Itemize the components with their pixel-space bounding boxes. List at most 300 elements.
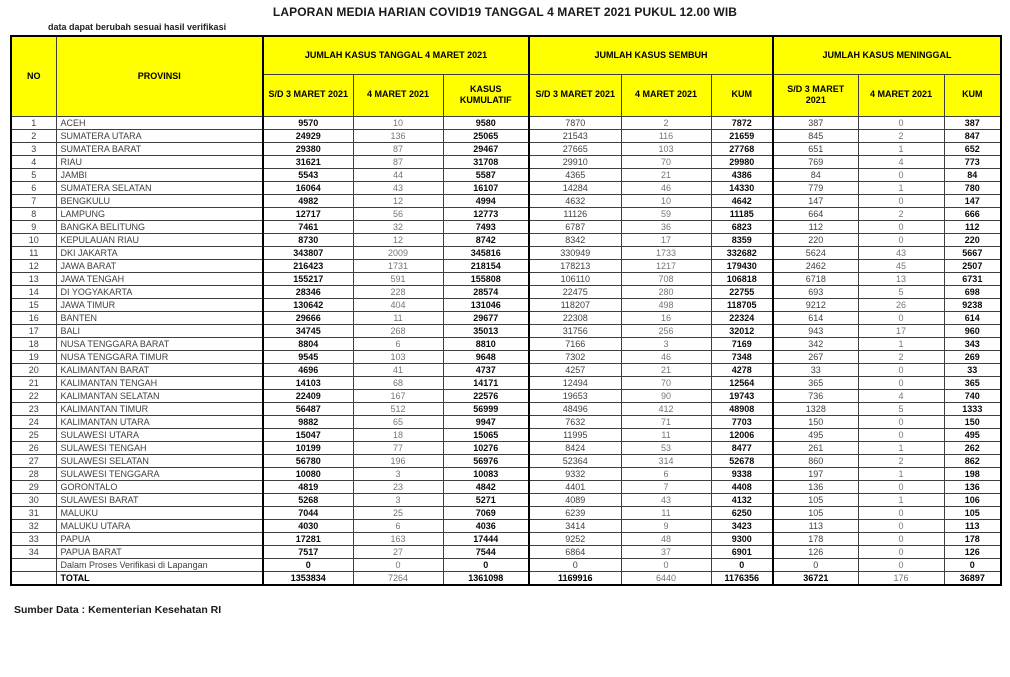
value-cell: 12494 [529,376,621,389]
province-name-cell: GORONTALO [56,480,263,493]
value-cell: 43 [858,246,944,259]
value-cell: 0 [858,558,944,571]
value-cell: 9338 [711,467,773,480]
value-cell: 0 [858,376,944,389]
value-cell: 150 [773,415,858,428]
value-cell: 113 [944,519,1001,532]
table-row [11,506,1001,519]
province-name-cell: ACEH [56,116,263,129]
value-cell: 0 [858,363,944,376]
value-cell: 46 [621,350,711,363]
row-number-cell: 21 [11,376,56,389]
value-cell: 6731 [944,272,1001,285]
value-cell: 7703 [711,415,773,428]
value-cell: 228 [353,285,443,298]
value-cell: 56 [353,207,443,220]
value-cell: 36 [621,220,711,233]
value-cell: 14171 [443,376,529,389]
row-number-cell: 34 [11,545,56,558]
province-name-cell: NUSA TENGGARA BARAT [56,337,263,350]
value-cell: 21 [621,363,711,376]
verification-note: data dapat berubah sesuai hasil verifikasi [48,22,227,32]
value-cell: 12773 [443,207,529,220]
value-cell: 147 [944,194,1001,207]
province-name-cell: SUMATERA BARAT [56,142,263,155]
value-cell: 6787 [529,220,621,233]
value-cell: 1 [858,493,944,506]
value-cell: 6823 [711,220,773,233]
value-cell: 130642 [263,298,353,311]
row-number-cell: 31 [11,506,56,519]
value-cell: 29380 [263,142,353,155]
table-row [11,259,1001,272]
value-cell: 2 [858,350,944,363]
value-cell: 136 [353,129,443,142]
value-cell: 7517 [263,545,353,558]
value-cell: 22308 [529,311,621,324]
value-cell: 5667 [944,246,1001,259]
value-cell: 103 [621,142,711,155]
table-row [11,558,1001,571]
value-cell: 10 [353,116,443,129]
province-name-cell: KALIMANTAN SELATAN [56,389,263,402]
value-cell: 1176356 [711,571,773,585]
row-number-cell: 14 [11,285,56,298]
value-cell: 736 [773,389,858,402]
value-cell: 70 [621,376,711,389]
value-cell: 9212 [773,298,858,311]
table-row [11,272,1001,285]
table-row [11,155,1001,168]
value-cell: 0 [711,558,773,571]
column-header-no: NO [11,36,56,116]
value-cell: 106818 [711,272,773,285]
column-header-provinsi: PROVINSI [56,36,263,116]
row-number-cell: 4 [11,155,56,168]
value-cell: 495 [773,428,858,441]
value-cell: 1733 [621,246,711,259]
value-cell: 5 [858,402,944,415]
value-cell: 708 [621,272,711,285]
province-name-cell: KALIMANTAN UTARA [56,415,263,428]
value-cell: 342 [773,337,858,350]
value-cell: 773 [944,155,1001,168]
value-cell: 330949 [529,246,621,259]
value-cell: 106 [944,493,1001,506]
province-name-cell: SUMATERA SELATAN [56,181,263,194]
value-cell: 345816 [443,246,529,259]
table-row [11,168,1001,181]
value-cell: 4278 [711,363,773,376]
value-cell: 48496 [529,402,621,415]
table-row [11,116,1001,129]
row-number-cell: 18 [11,337,56,350]
value-cell: 267 [773,350,858,363]
subheader-sembuh-harian: 4 MARET 2021 [621,74,711,116]
row-number-cell: 15 [11,298,56,311]
row-number-cell: 28 [11,467,56,480]
value-cell: 7870 [529,116,621,129]
row-number-cell: 17 [11,324,56,337]
province-name-cell: BALI [56,324,263,337]
value-cell: 0 [858,168,944,181]
value-cell: 498 [621,298,711,311]
value-cell: 4401 [529,480,621,493]
value-cell: 9 [621,519,711,532]
table-row [11,376,1001,389]
value-cell: 2 [858,207,944,220]
subheader-meninggal-kum: KUM [944,74,1001,116]
table-row [11,532,1001,545]
table-row [11,350,1001,363]
row-number-cell: 20 [11,363,56,376]
value-cell: 118705 [711,298,773,311]
province-name-cell: MALUKU UTARA [56,519,263,532]
value-cell: 56780 [263,454,353,467]
subheader-meninggal-harian: 4 MARET 2021 [858,74,944,116]
value-cell: 1 [858,441,944,454]
value-cell: 780 [944,181,1001,194]
value-cell: 269 [944,350,1001,363]
row-number-cell: 12 [11,259,56,272]
row-number-cell: 7 [11,194,56,207]
value-cell: 12564 [711,376,773,389]
value-cell: 116 [621,129,711,142]
row-number-cell: 32 [11,519,56,532]
value-cell: 4842 [443,480,529,493]
value-cell: 5271 [443,493,529,506]
row-number-cell: 8 [11,207,56,220]
province-name-cell: JAWA TENGAH [56,272,263,285]
table-row [11,194,1001,207]
value-cell: 167 [353,389,443,402]
value-cell: 220 [773,233,858,246]
value-cell: 10199 [263,441,353,454]
value-cell: 103 [353,350,443,363]
value-cell: 1217 [621,259,711,272]
value-cell: 1333 [944,402,1001,415]
value-cell: 10083 [443,467,529,480]
value-cell: 196 [353,454,443,467]
value-cell: 33 [944,363,1001,376]
value-cell: 24929 [263,129,353,142]
value-cell: 155217 [263,272,353,285]
value-cell: 280 [621,285,711,298]
value-cell: 9648 [443,350,529,363]
value-cell: 0 [858,506,944,519]
value-cell: 1731 [353,259,443,272]
value-cell: 862 [944,454,1001,467]
value-cell: 13 [858,272,944,285]
value-cell: 6 [353,519,443,532]
value-cell: 6250 [711,506,773,519]
value-cell: 29980 [711,155,773,168]
value-cell: 9545 [263,350,353,363]
value-cell: 126 [944,545,1001,558]
province-name-cell: BENGKULU [56,194,263,207]
column-group-meninggal: JUMLAH KASUS MENINGGAL [773,36,1001,74]
table-row [11,519,1001,532]
table-row [11,324,1001,337]
province-name-cell: JAMBI [56,168,263,181]
value-cell: 84 [944,168,1001,181]
table-row [11,337,1001,350]
value-cell: 52678 [711,454,773,467]
row-number-cell: 27 [11,454,56,467]
value-cell: 4257 [529,363,621,376]
value-cell: 12717 [263,207,353,220]
value-cell: 591 [353,272,443,285]
value-cell: 4386 [711,168,773,181]
value-cell: 4 [858,389,944,402]
value-cell: 17281 [263,532,353,545]
table-row [11,415,1001,428]
value-cell: 845 [773,129,858,142]
value-cell: 36721 [773,571,858,585]
value-cell: 0 [529,558,621,571]
province-name-cell: SUMATERA UTARA [56,129,263,142]
value-cell: 29677 [443,311,529,324]
value-cell: 1 [858,467,944,480]
value-cell: 10276 [443,441,529,454]
value-cell: 0 [858,545,944,558]
value-cell: 198 [944,467,1001,480]
value-cell: 11 [621,428,711,441]
value-cell: 8804 [263,337,353,350]
value-cell: 77 [353,441,443,454]
value-cell: 365 [773,376,858,389]
value-cell: 314 [621,454,711,467]
province-name-cell: SULAWESI SELATAN [56,454,263,467]
value-cell: 5587 [443,168,529,181]
value-cell: 262 [944,441,1001,454]
value-cell: 14284 [529,181,621,194]
value-cell: 105 [773,506,858,519]
value-cell: 10080 [263,467,353,480]
value-cell: 860 [773,454,858,467]
value-cell: 48 [621,532,711,545]
row-number-cell: 33 [11,532,56,545]
value-cell: 11 [621,506,711,519]
value-cell: 9570 [263,116,353,129]
value-cell: 512 [353,402,443,415]
subheader-kasus-kumulatif: KASUS KUMULATIF [443,74,529,116]
value-cell: 59 [621,207,711,220]
value-cell: 15047 [263,428,353,441]
value-cell: 614 [773,311,858,324]
value-cell: 21543 [529,129,621,142]
value-cell: 9882 [263,415,353,428]
value-cell: 27768 [711,142,773,155]
province-name-cell: DI YOGYAKARTA [56,285,263,298]
value-cell: 34745 [263,324,353,337]
value-cell: 147 [773,194,858,207]
value-cell: 1169916 [529,571,621,585]
value-cell: 343807 [263,246,353,259]
value-cell: 4982 [263,194,353,207]
province-name-cell: TOTAL [56,571,263,585]
value-cell: 495 [944,428,1001,441]
value-cell: 23 [353,480,443,493]
value-cell: 664 [773,207,858,220]
value-cell: 7044 [263,506,353,519]
province-name-cell: SULAWESI BARAT [56,493,263,506]
value-cell: 216423 [263,259,353,272]
province-name-cell: PAPUA [56,532,263,545]
row-number-cell: 23 [11,402,56,415]
value-cell: 0 [353,558,443,571]
province-name-cell: LAMPUNG [56,207,263,220]
value-cell: 56487 [263,402,353,415]
value-cell: 6239 [529,506,621,519]
covid-report-table [10,35,1002,586]
table-row [11,363,1001,376]
value-cell: 6 [353,337,443,350]
value-cell: 52364 [529,454,621,467]
value-cell: 4642 [711,194,773,207]
value-cell: 8477 [711,441,773,454]
table-row [11,298,1001,311]
value-cell: 2 [858,454,944,467]
value-cell: 365 [944,376,1001,389]
value-cell: 2 [858,129,944,142]
value-cell: 652 [944,142,1001,155]
value-cell: 0 [858,480,944,493]
value-cell: 11185 [711,207,773,220]
value-cell: 343 [944,337,1001,350]
value-cell: 112 [944,220,1001,233]
value-cell: 112 [773,220,858,233]
value-cell: 1 [858,142,944,155]
value-cell: 4036 [443,519,529,532]
province-name-cell: SULAWESI TENGAH [56,441,263,454]
table-row [11,129,1001,142]
value-cell: 769 [773,155,858,168]
row-number-cell: 3 [11,142,56,155]
value-cell: 960 [944,324,1001,337]
row-number-cell: 2 [11,129,56,142]
value-cell: 5 [858,285,944,298]
value-cell: 46 [621,181,711,194]
row-number-cell: 25 [11,428,56,441]
table-row [11,246,1001,259]
value-cell: 31708 [443,155,529,168]
value-cell: 0 [263,558,353,571]
value-cell: 11 [353,311,443,324]
value-cell: 178 [773,532,858,545]
table-row [11,402,1001,415]
value-cell: 65 [353,415,443,428]
value-cell: 666 [944,207,1001,220]
row-number-cell: 11 [11,246,56,259]
row-number-cell: 5 [11,168,56,181]
value-cell: 847 [944,129,1001,142]
value-cell: 220 [944,233,1001,246]
table-row [11,480,1001,493]
value-cell: 179430 [711,259,773,272]
value-cell: 14103 [263,376,353,389]
value-cell: 0 [443,558,529,571]
province-name-cell: SULAWESI TENGGARA [56,467,263,480]
value-cell: 84 [773,168,858,181]
row-number-cell: 30 [11,493,56,506]
value-cell: 7544 [443,545,529,558]
value-cell: 8810 [443,337,529,350]
column-group-kasus: JUMLAH KASUS TANGGAL 4 MARET 2021 [263,36,529,74]
value-cell: 36897 [944,571,1001,585]
value-cell: 218154 [443,259,529,272]
value-cell: 651 [773,142,858,155]
value-cell: 71 [621,415,711,428]
province-name-cell: RIAU [56,155,263,168]
table-row [11,545,1001,558]
province-name-cell: KALIMANTAN TENGAH [56,376,263,389]
value-cell: 0 [773,558,858,571]
value-cell: 87 [353,155,443,168]
value-cell: 7069 [443,506,529,519]
value-cell: 7166 [529,337,621,350]
value-cell: 12 [353,233,443,246]
value-cell: 0 [944,558,1001,571]
row-number-cell: 19 [11,350,56,363]
value-cell: 87 [353,142,443,155]
value-cell: 1353834 [263,571,353,585]
value-cell: 4030 [263,519,353,532]
value-cell: 2462 [773,259,858,272]
value-cell: 17 [621,233,711,246]
value-cell: 17 [858,324,944,337]
value-cell: 44 [353,168,443,181]
value-cell: 404 [353,298,443,311]
row-number-cell: 29 [11,480,56,493]
row-number-cell: 1 [11,116,56,129]
province-name-cell: SULAWESI UTARA [56,428,263,441]
value-cell: 7632 [529,415,621,428]
value-cell: 7 [621,480,711,493]
value-cell: 178213 [529,259,621,272]
value-cell: 6901 [711,545,773,558]
province-name-cell: MALUKU [56,506,263,519]
province-name-cell: DKI JAKARTA [56,246,263,259]
value-cell: 268 [353,324,443,337]
value-cell: 0 [858,428,944,441]
value-cell: 163 [353,532,443,545]
row-number-cell: 24 [11,415,56,428]
table-row [11,389,1001,402]
value-cell: 22755 [711,285,773,298]
value-cell: 28346 [263,285,353,298]
value-cell: 0 [858,220,944,233]
table-row [11,207,1001,220]
value-cell: 6718 [773,272,858,285]
value-cell: 26 [858,298,944,311]
value-cell: 31621 [263,155,353,168]
value-cell: 9580 [443,116,529,129]
value-cell: 126 [773,545,858,558]
value-cell: 6 [621,467,711,480]
value-cell: 8359 [711,233,773,246]
total-row [11,571,1001,585]
value-cell: 7872 [711,116,773,129]
value-cell: 2009 [353,246,443,259]
value-cell: 53 [621,441,711,454]
value-cell: 9300 [711,532,773,545]
value-cell: 1328 [773,402,858,415]
value-cell: 45 [858,259,944,272]
province-name-cell: KALIMANTAN BARAT [56,363,263,376]
value-cell: 5268 [263,493,353,506]
value-cell: 698 [944,285,1001,298]
